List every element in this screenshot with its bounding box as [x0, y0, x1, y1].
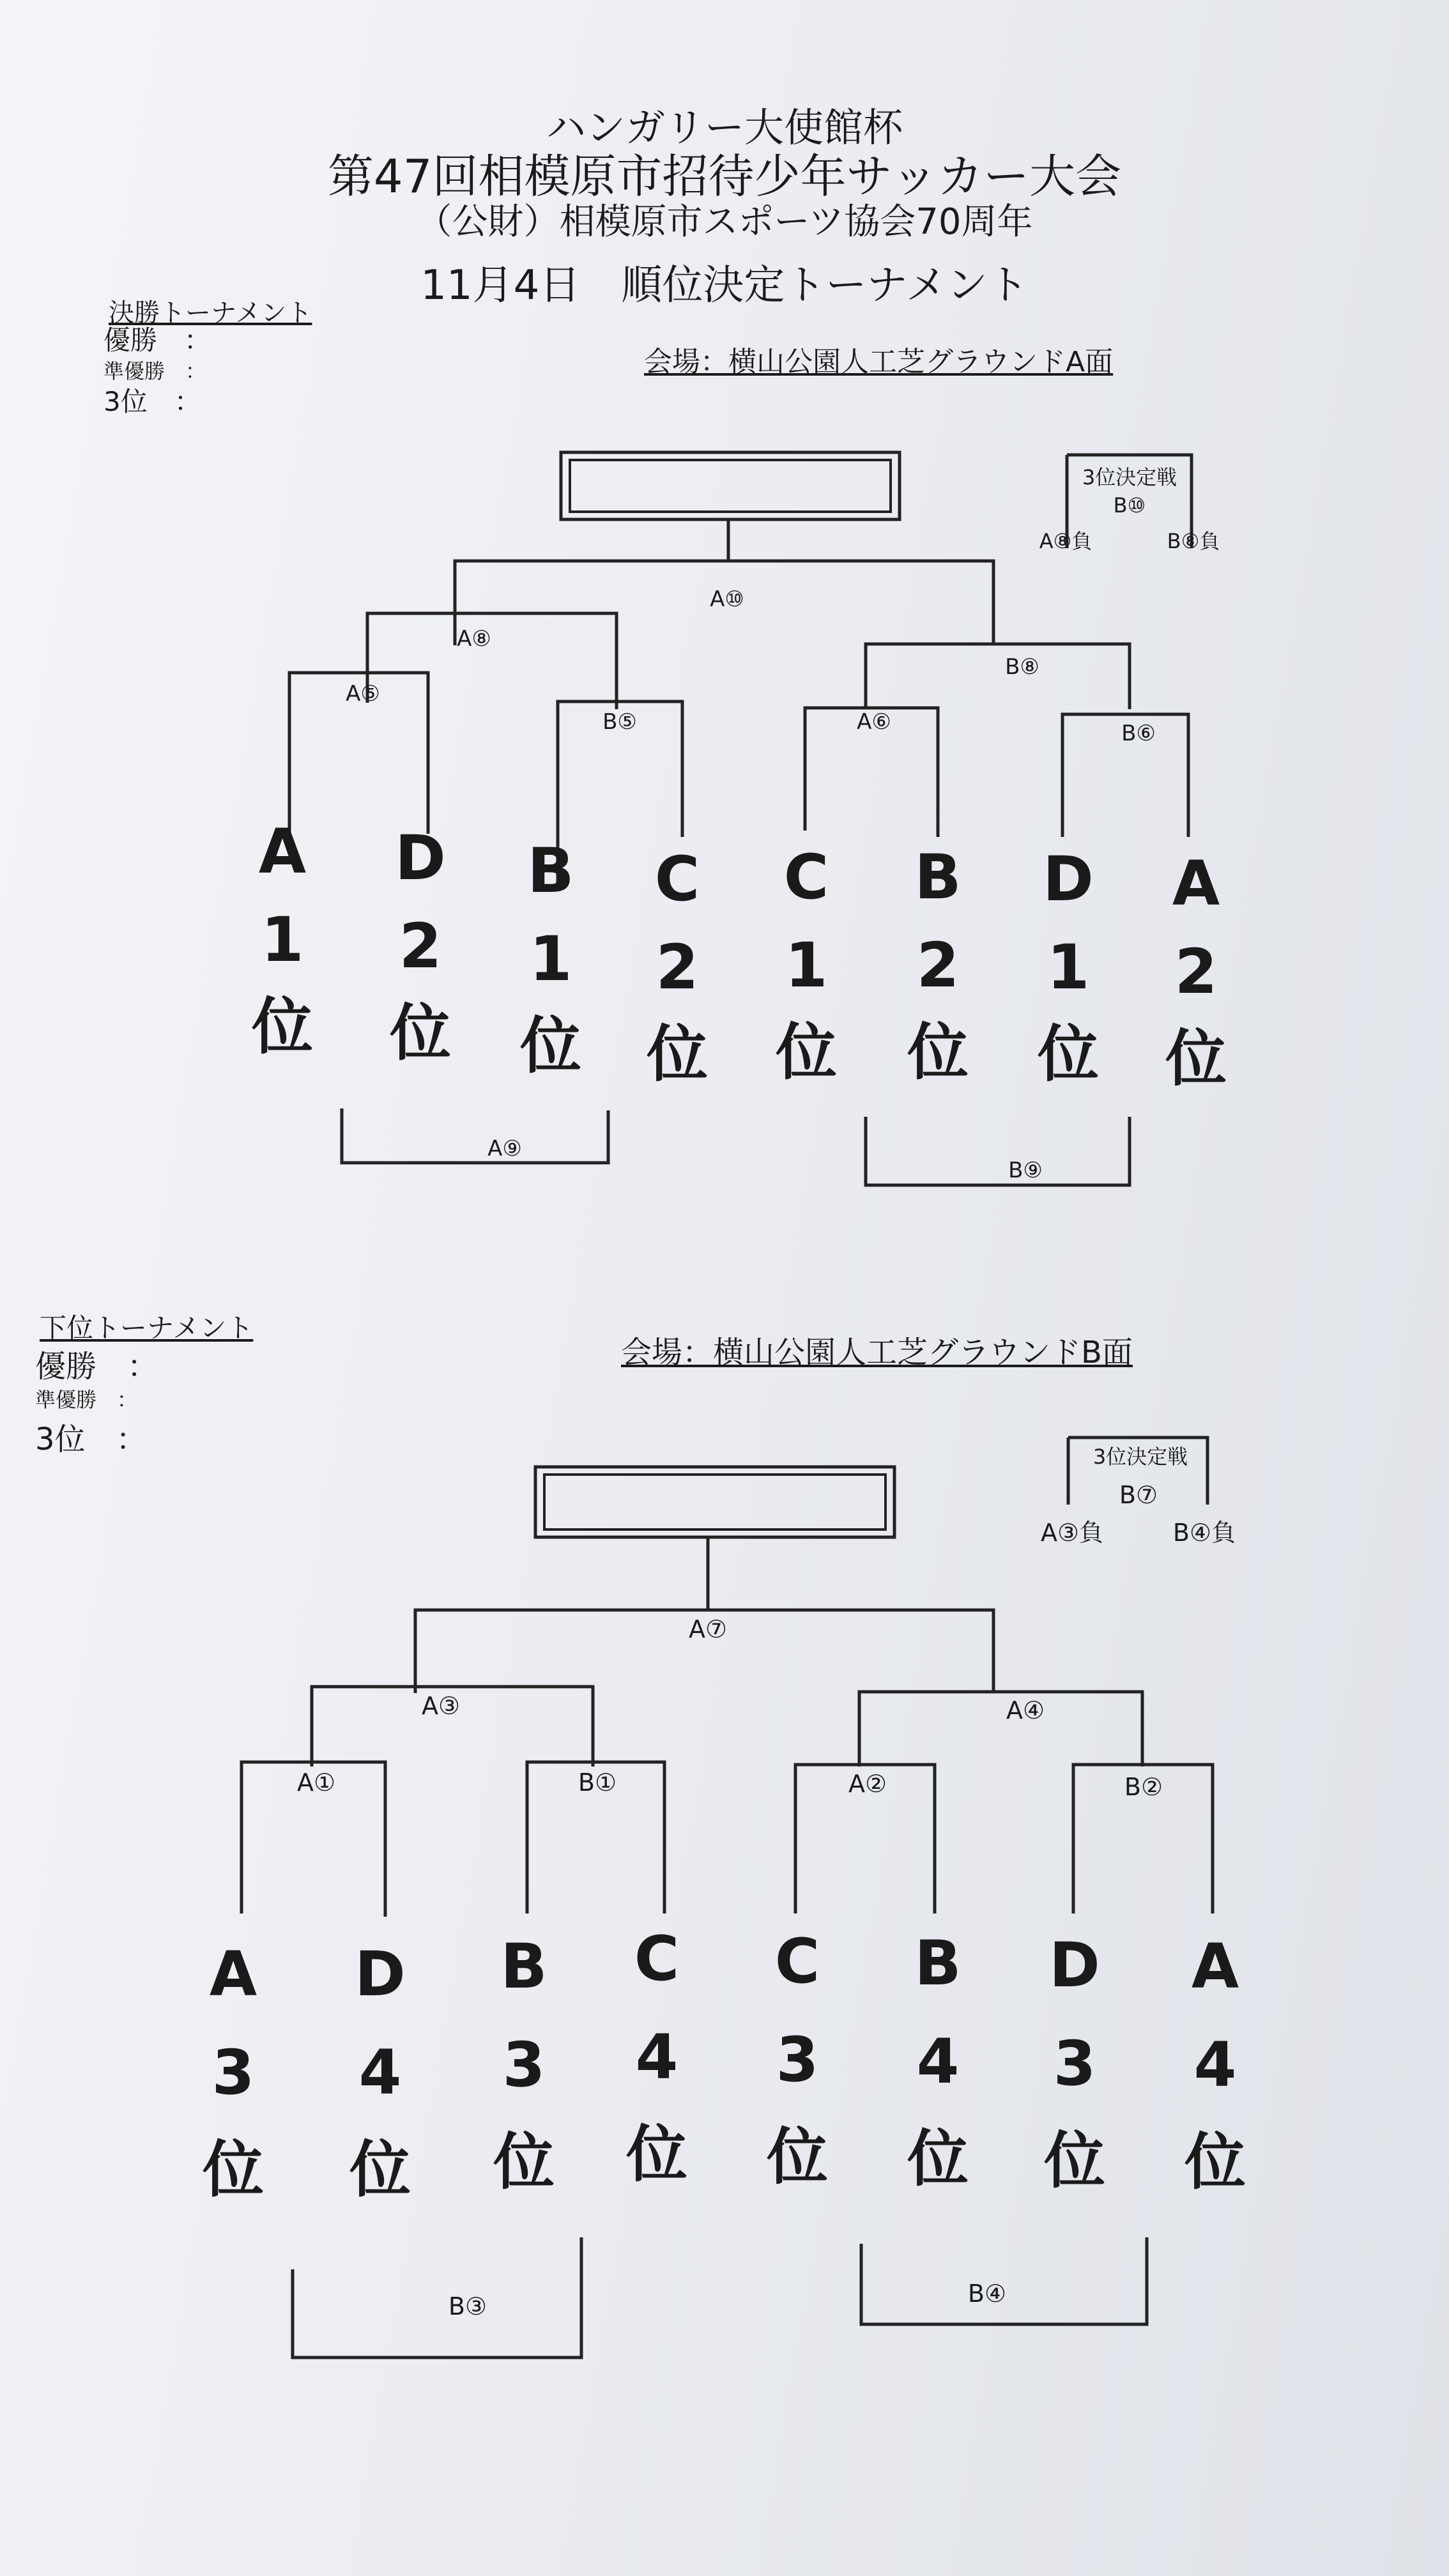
team-group: A	[1172, 848, 1220, 919]
upper-winner-field: 優勝 ：	[103, 325, 211, 356]
upper-final-line	[455, 519, 993, 645]
header-tournament-name: 第47回相模原市招待少年サッカー大会	[327, 150, 1122, 203]
upper-winner-box-outer	[561, 452, 900, 519]
team-unit: 位	[907, 2123, 969, 2195]
team-group: B	[500, 1931, 548, 2002]
upper-semi-left-line	[367, 613, 617, 709]
team-place: 3	[502, 2029, 546, 2101]
lower-winner-field: 優勝 ：	[35, 1349, 158, 1384]
team-group: B	[527, 835, 574, 907]
team-group: D	[1043, 843, 1094, 915]
team-place: 2	[916, 930, 960, 1001]
team-unit: 位	[1038, 1018, 1099, 1090]
team-group: B	[914, 841, 962, 913]
lower-cons-left-label: B③	[448, 2292, 487, 2320]
team-group: C	[774, 1926, 820, 1997]
team-unit: 位	[349, 2134, 411, 2205]
lower-third-place-code: B⑦	[1119, 1481, 1158, 1509]
team-group: C	[783, 841, 829, 913]
upper-third-place-left: A⑧負	[1039, 529, 1092, 553]
upper-team-3	[520, 835, 581, 1082]
lower-team-1	[203, 1938, 264, 2205]
lower-semi-right-label: A④	[1006, 1696, 1045, 1724]
team-place: 2	[656, 931, 699, 1003]
lower-q2-label: B①	[578, 1768, 617, 1797]
team-place: 1	[529, 923, 572, 995]
team-unit: 位	[493, 2126, 555, 2198]
upper-q4-label: B⑥	[1121, 721, 1156, 746]
team-group: D	[395, 822, 446, 894]
lower-q3-label: A②	[848, 1770, 887, 1798]
lower-q1-label: A①	[296, 1768, 336, 1797]
team-place: 4	[1193, 2029, 1237, 2101]
upper-venue: 会場：横山公園人工芝グラウンドA面	[644, 346, 1114, 378]
lower-third-place-left: A③負	[1040, 1519, 1104, 1547]
team-place: 2	[1174, 936, 1218, 1008]
team-group: A	[258, 816, 307, 887]
upper-team-2	[390, 822, 451, 1069]
lower-cons-right-label: B④	[967, 2280, 1007, 2308]
upper-team-7	[1038, 843, 1099, 1090]
lower-team-5	[767, 1926, 828, 2193]
upper-third-place-code: B⑩	[1113, 493, 1146, 518]
upper-cons-left-label: A⑨	[487, 1136, 522, 1162]
team-place: 3	[776, 2024, 819, 2096]
upper-section-title: 決勝トーナメント	[109, 298, 312, 328]
lower-section-title: 下位トーナメント	[40, 1312, 254, 1344]
team-unit: 位	[252, 991, 313, 1062]
header-date-title: 11月4日 順位決定トーナメント	[420, 262, 1029, 309]
upper-cons-right-label: B⑨	[1008, 1158, 1043, 1183]
team-group: D	[355, 1938, 406, 2010]
team-unit: 位	[647, 1018, 708, 1090]
upper-runner-up-field: 準優勝 ：	[103, 359, 206, 383]
lower-team-4	[626, 1923, 687, 2190]
team-group: A	[209, 1938, 257, 2010]
lower-team-3	[493, 1931, 555, 2198]
team-place: 4	[358, 2037, 402, 2108]
team-unit: 位	[907, 1016, 969, 1088]
team-place: 2	[399, 910, 442, 982]
lower-team-8	[1184, 1931, 1246, 2198]
upper-semi-right-label: B⑧	[1005, 654, 1039, 680]
upper-final-label: A⑩	[710, 586, 744, 612]
team-unit: 位	[390, 997, 451, 1069]
lower-third-place-title: 3位決定戦	[1092, 1445, 1188, 1469]
upper-q1-label: A⑤	[346, 681, 380, 707]
team-place: 4	[635, 2021, 678, 2093]
team-place: 1	[785, 930, 828, 1001]
upper-team-4	[647, 843, 708, 1090]
team-place: 4	[916, 2026, 960, 2097]
team-group: C	[634, 1923, 680, 1995]
team-place: 1	[261, 904, 304, 976]
lower-q4-label: B②	[1124, 1773, 1163, 1801]
team-unit: 位	[1184, 2126, 1246, 2198]
team-group: C	[654, 843, 700, 915]
upper-semi-left-label: A⑧	[457, 626, 491, 652]
upper-q3-label: A⑥	[857, 709, 891, 735]
team-place: 3	[1053, 2028, 1096, 2099]
upper-third-place-title: 3位決定戦	[1082, 465, 1177, 489]
upper-team-1	[252, 816, 313, 1062]
upper-winner-box-inner	[570, 460, 891, 512]
team-unit: 位	[767, 2121, 828, 2193]
lower-cons-left-bracket	[293, 2237, 581, 2358]
lower-venue: 会場：横山公園人工芝グラウンドB面	[621, 1335, 1133, 1370]
team-unit: 位	[1044, 2125, 1105, 2196]
upper-third-place-right: B⑧負	[1167, 529, 1220, 553]
lower-final-label: A⑦	[688, 1615, 728, 1643]
team-unit: 位	[626, 2119, 687, 2190]
lower-winner-box-outer	[535, 1467, 894, 1537]
upper-semi-right-line	[866, 644, 1130, 709]
team-unit: 位	[1165, 1023, 1227, 1094]
lower-semi-left-label: A③	[421, 1692, 461, 1720]
team-group: A	[1191, 1931, 1239, 2002]
lower-team-2	[349, 1938, 411, 2205]
lower-semi-right-line	[859, 1692, 1142, 1767]
lower-runner-up-field: 準優勝 ：	[35, 1388, 138, 1412]
team-place: 3	[211, 2037, 255, 2108]
upper-q2-label: B⑤	[602, 709, 637, 735]
header-anniversary: （公財）相模原市スポーツ協会70周年	[416, 201, 1033, 243]
lower-team-7	[1044, 1929, 1105, 2196]
team-group: B	[914, 1928, 962, 1999]
upper-cons-right-bracket	[866, 1117, 1130, 1185]
lower-team-6	[907, 1928, 969, 2195]
upper-team-6	[907, 841, 969, 1088]
lower-winner-box-inner	[544, 1475, 885, 1529]
header-cup-name: ハンガリー大使館杯	[546, 104, 903, 151]
team-group: D	[1049, 1929, 1100, 2001]
team-unit: 位	[520, 1010, 581, 1082]
lower-third-place-right: B④負	[1172, 1519, 1236, 1547]
upper-third-field: 3位 ：	[103, 386, 201, 417]
team-unit: 位	[776, 1016, 837, 1088]
upper-team-5	[776, 841, 837, 1088]
lower-third-field: 3位 ：	[35, 1422, 147, 1457]
team-place: 1	[1046, 931, 1090, 1003]
team-unit: 位	[203, 2134, 264, 2205]
upper-team-8	[1165, 848, 1227, 1094]
upper-cons-left-bracket	[342, 1108, 608, 1163]
